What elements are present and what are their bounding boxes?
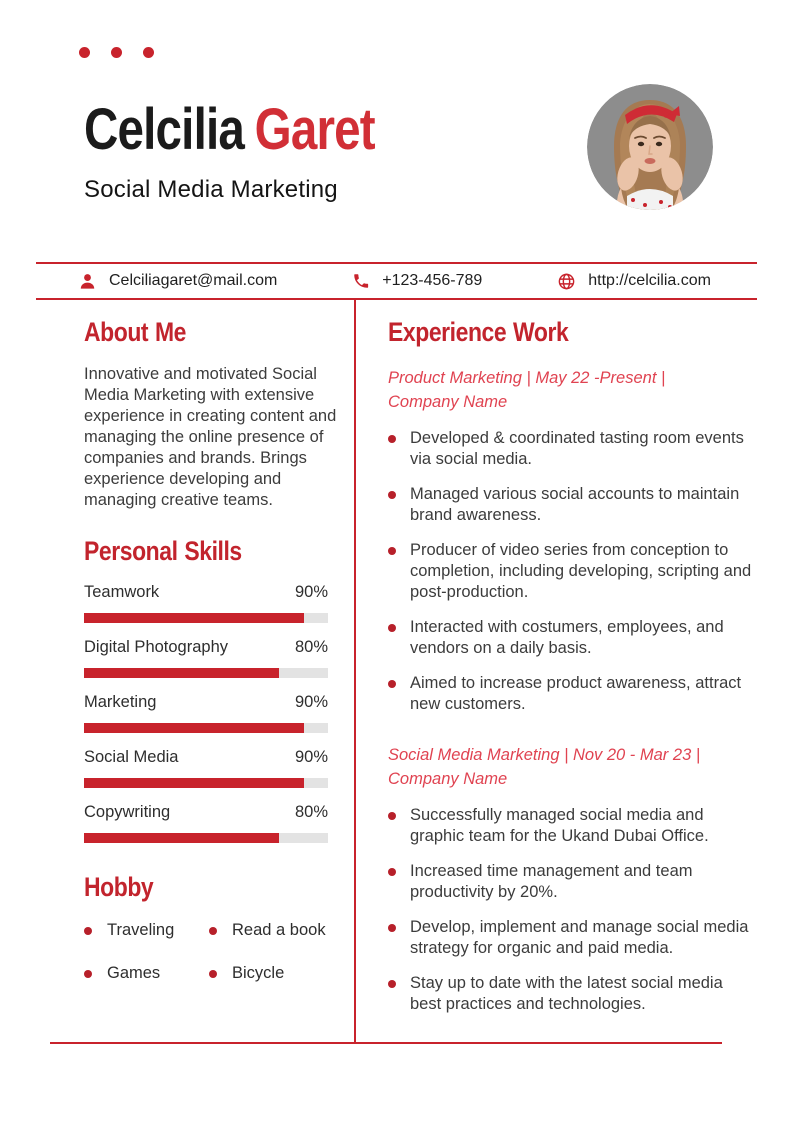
job-bullet-list (388, 805, 756, 1015)
phone-icon (352, 272, 370, 290)
bullet-dot-icon (388, 435, 396, 443)
skill-bar-fill (84, 833, 279, 843)
skill-bar-fill (84, 778, 304, 788)
skill-label: Copywriting (84, 802, 171, 821)
name-last: Garet (254, 97, 375, 162)
skill-bar-fill (84, 668, 279, 678)
personal-skills-heading: Personal Skills (84, 536, 242, 567)
globe-icon (557, 272, 576, 291)
hobby-label: Bicycle (232, 964, 285, 983)
skill-bar-track (84, 668, 328, 678)
skill-bar-track (84, 778, 328, 788)
hobby-item (209, 964, 346, 983)
bottom-rule (50, 1042, 722, 1044)
job-title-line: Product Marketing | May 22 -Present | (388, 369, 666, 388)
job-role-subtitle: Social Media Marketing (84, 175, 338, 203)
job-bullet: Developed & coordinated tasting room events via social media. (388, 428, 756, 470)
job-title-line: Company Name (388, 393, 508, 412)
profile-photo-illustration (587, 84, 713, 210)
skill-percent: 80% (294, 802, 328, 821)
skill-label: Teamwork (84, 582, 160, 601)
job-title-line: Social Media Marketing | Nov 20 - Mar 23 | (388, 746, 701, 765)
job-bullet: Interacted with costumers, employees, and vendors on a daily basis. (388, 617, 756, 659)
hobby-heading: Hobby (84, 871, 154, 902)
job-bullet: Managed various social accounts to maintain brand awareness. (388, 484, 756, 526)
skill-percent: 90% (294, 747, 328, 766)
job-bullet-list (388, 428, 756, 715)
job-bullet: Increased time management and team productivity by 20%. (388, 861, 756, 903)
hobby-item (84, 921, 209, 940)
person-icon (78, 272, 97, 291)
contact-email-text: Celciliagaret@mail.com (109, 272, 278, 289)
bullet-dot-icon (209, 927, 217, 935)
right-column (388, 316, 756, 1015)
job-title-line: Company Name (388, 770, 508, 789)
skill-row (84, 748, 346, 788)
about-me-text: Innovative and motivated Social Media Marketing with extensive experience in creating content and managing the online presence of companies and brands. Brings experience developing and managing creative teams. (84, 365, 337, 510)
contact-phone-text: +123-456-789 (382, 272, 483, 289)
contact-bar (36, 262, 757, 300)
skill-bar-track (84, 723, 328, 733)
page-title (84, 98, 375, 162)
bullet-dot-icon (388, 868, 396, 876)
bullet-dot-icon (388, 491, 396, 499)
contact-website[interactable] (557, 272, 711, 291)
skill-percent: 80% (294, 637, 328, 656)
skill-percent: 90% (294, 582, 328, 601)
name-first: Celcilia (84, 97, 245, 162)
bullet-dot-icon (84, 927, 92, 935)
hobby-item (209, 921, 346, 940)
job-bullet: Aimed to increase product awareness, attract new customers. (388, 673, 756, 715)
contact-phone[interactable] (352, 272, 482, 290)
about-me-heading: About Me (84, 317, 186, 347)
bullet-dot-icon (388, 547, 396, 555)
skill-label: Social Media (84, 747, 179, 766)
hobby-label: Traveling (107, 921, 175, 940)
header (84, 98, 439, 204)
skill-row (84, 638, 346, 678)
hobby-list (84, 921, 346, 983)
job-bullet: Successfully managed social media and graphic team for the Ukand Dubai Office. (388, 805, 756, 847)
contact-website-text: http://celcilia.com (588, 272, 711, 289)
skill-label: Marketing (84, 692, 157, 711)
skill-row (84, 803, 346, 843)
skill-bar-fill (84, 723, 304, 733)
bullet-dot-icon (388, 624, 396, 632)
column-divider (354, 300, 356, 1042)
bullet-dot-icon (388, 924, 396, 932)
job-bullet: Stay up to date with the latest social media best practices and technologies. (388, 973, 756, 1015)
hobby-label: Games (107, 964, 161, 983)
experience-heading: Experience Work (388, 317, 569, 347)
skill-row (84, 583, 346, 623)
hobby-item (84, 964, 209, 983)
skill-bar-track (84, 833, 328, 843)
job-title (388, 366, 756, 414)
skill-label: Digital Photography (84, 637, 229, 656)
job-bullet: Producer of video series from conception to completion, including developing, scripting and post-production. (388, 540, 756, 603)
hobby-label: Read a book (232, 921, 326, 940)
contact-email[interactable] (78, 272, 277, 291)
left-column (84, 316, 346, 983)
skill-bar-track (84, 613, 328, 623)
skill-bar-fill (84, 613, 304, 623)
job-bullet: Develop, implement and manage social media strategy for organic and paid media. (388, 917, 756, 959)
bullet-dot-icon (84, 970, 92, 978)
skill-percent: 90% (294, 692, 328, 711)
bullet-dot-icon (209, 970, 217, 978)
bullet-dot-icon (388, 680, 396, 688)
bullet-dot-icon (388, 812, 396, 820)
avatar (587, 84, 713, 210)
skill-row (84, 693, 346, 733)
bullet-dot-icon (388, 980, 396, 988)
job-title (388, 743, 756, 791)
decorative-dots-icon (79, 47, 154, 58)
